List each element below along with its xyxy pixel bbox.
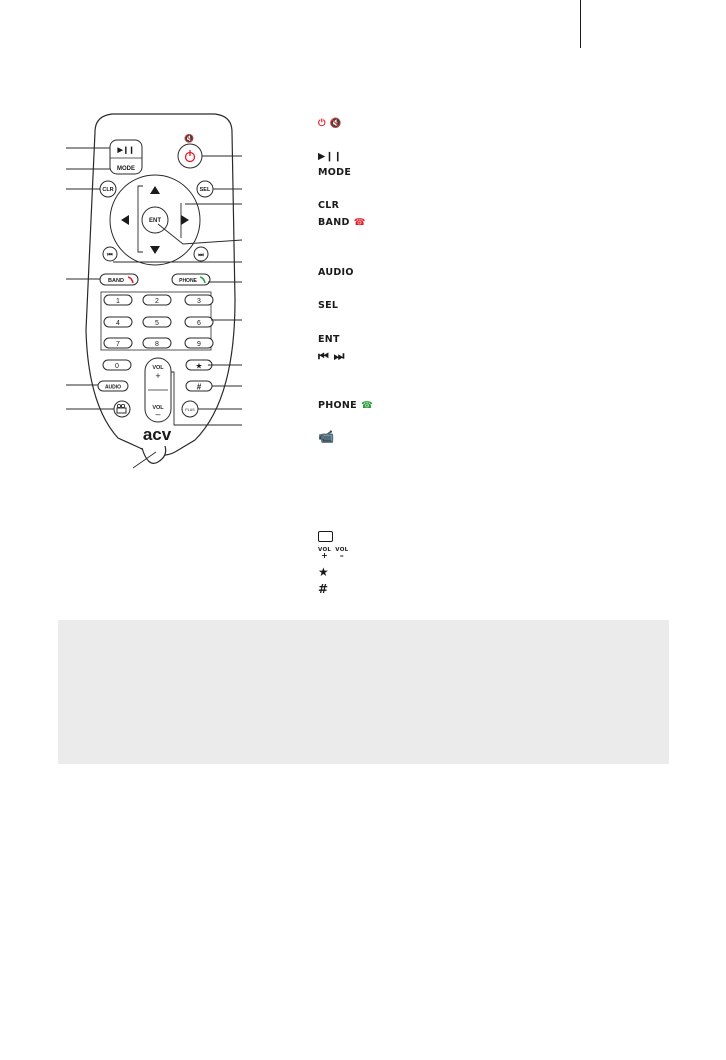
star-icon: ★	[195, 361, 203, 371]
legend-clr-text: CLR	[318, 200, 340, 211]
mute-icon: 🔇	[184, 134, 194, 143]
key-0-label: 0	[115, 363, 119, 370]
next-icon: ⏭	[198, 252, 204, 259]
legend-volume	[318, 547, 349, 559]
legend-camera	[318, 430, 335, 445]
key-2-label: 2	[155, 298, 159, 305]
key-8-label: 8	[155, 341, 159, 348]
legend-clr	[318, 200, 339, 211]
camera-button	[114, 401, 130, 417]
band-label: BAND	[108, 278, 124, 284]
mute-icon: 🔇	[329, 118, 342, 129]
key-9-label: 9	[197, 341, 201, 348]
prev-next-icon: ⏮ ⏭	[318, 349, 345, 363]
legend-mode-text: MODE	[318, 167, 352, 178]
key-6-label: 6	[197, 320, 201, 327]
vol-minus-icon: –	[155, 409, 161, 419]
display-label: PLUS	[185, 408, 195, 412]
vol-minus-icon	[335, 547, 348, 559]
legend-audio-text: AUDIO	[318, 267, 354, 278]
phone-label: PHONE	[179, 278, 197, 284]
legend-audio	[318, 267, 354, 278]
legend-vol-plus-text: VOL	[318, 547, 332, 553]
legend-mode	[318, 167, 351, 178]
vol-plus-icon	[318, 547, 331, 559]
legend-power-mute	[318, 118, 342, 129]
play-pause-label: ▶❙❙	[117, 147, 135, 154]
gray-note-panel	[58, 620, 669, 764]
hash-icon: #	[318, 582, 329, 596]
legend-sel	[318, 300, 338, 311]
play-pause-icon: ▶❙❙	[318, 151, 343, 162]
vol-down-label: VOL	[152, 405, 164, 411]
legend-sel-text: SEL	[318, 300, 339, 311]
legend-hash	[318, 582, 328, 596]
key-4-label: 4	[116, 320, 120, 327]
top-divider	[580, 0, 581, 48]
legend-plus-text: +	[321, 551, 329, 560]
remote-control-illustration	[0, 0, 300, 480]
legend-phone	[318, 400, 373, 411]
star-icon: ★	[318, 565, 330, 579]
legend-ent	[318, 334, 340, 345]
vol-up-label: VOL	[152, 365, 164, 371]
clr-label: CLR	[102, 187, 114, 193]
key-3-label: 3	[197, 298, 201, 305]
remote-cable	[142, 446, 166, 463]
display-icon	[318, 531, 333, 542]
call-icon: ☎	[360, 400, 374, 411]
mode-label: MODE	[117, 166, 135, 172]
keypad	[104, 295, 213, 348]
legend-band	[318, 217, 366, 228]
hangup-icon: ☎	[353, 217, 366, 228]
ent-label: ENT	[149, 218, 161, 224]
brand-logo: acv	[142, 425, 172, 444]
sel-label: SEL	[199, 187, 211, 193]
key-5-label: 5	[155, 320, 159, 327]
legend-minus-text: –	[339, 551, 345, 560]
legend-band-text: BAND	[318, 217, 350, 228]
legend-play-pause	[318, 151, 342, 162]
prev-icon: ⏮	[107, 252, 113, 259]
legend-prev-next	[318, 349, 345, 364]
vol-plus-icon: +	[155, 371, 161, 381]
audio-label: AUDIO	[104, 384, 122, 391]
legend-vol-minus-text: VOL	[335, 547, 349, 553]
legend-phone-text: PHONE	[318, 400, 357, 411]
legend-ent-text: ENT	[318, 334, 340, 345]
key-7-label: 7	[116, 341, 120, 348]
power-icon: ⏻	[318, 118, 326, 129]
hash-icon: #	[196, 382, 202, 392]
legend-display	[318, 531, 333, 542]
key-1-label: 1	[116, 298, 120, 305]
camera-icon: 📹	[318, 430, 335, 445]
legend-star	[318, 565, 329, 579]
